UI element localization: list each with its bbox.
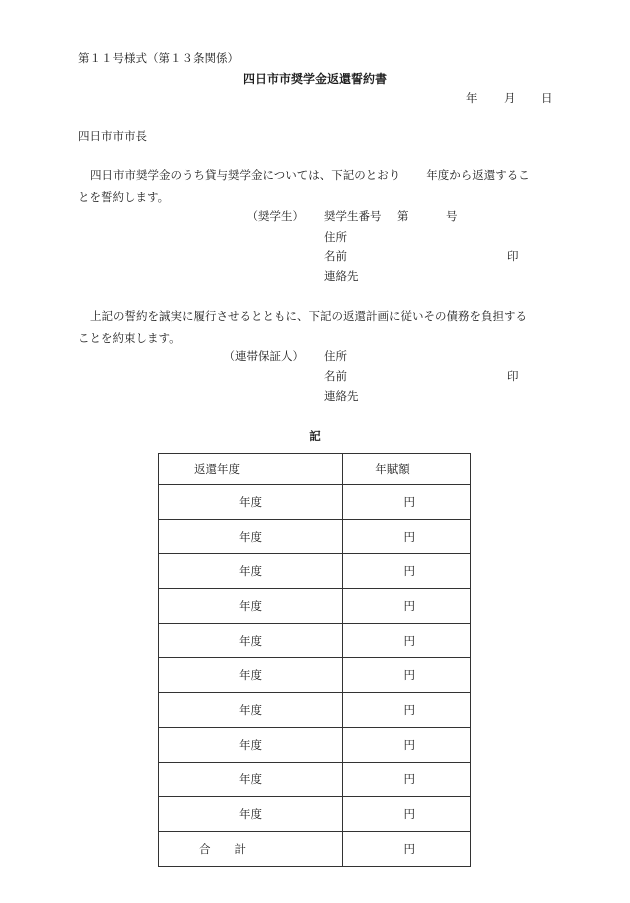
guarantor-pledge-line2: ことを約束します。 [78,331,181,345]
student-address-label: 住所 [324,230,347,244]
guarantor-name-label: 名前 [324,369,347,383]
total-label-char1: 合 [199,841,211,856]
amount-cell: 円 [343,727,471,762]
header-annual-amount: 年賦額 [343,454,471,485]
year-cell: 年度 [159,589,343,624]
amount-cell: 円 [343,485,471,520]
table-row [159,727,471,762]
table-row [159,519,471,554]
year-cell: 年度 [159,485,343,520]
table-row [159,623,471,658]
date-year-label: 年 [466,91,478,105]
amount-cell: 円 [343,623,471,658]
form-number: 第１１号様式（第１３条関係） [78,51,239,65]
table-row [159,554,471,589]
note-heading: 記 [309,429,321,443]
document-title: 四日市市奨学金返還誓約書 [242,72,387,86]
table-header-row [159,454,471,485]
year-cell: 年度 [159,554,343,589]
date-day-label: 日 [541,91,553,105]
guarantor-address-label: 住所 [324,349,347,363]
pledge-text-before: 四日市市奨学金のうち貸与奨学金については、下記のとおり [90,168,401,182]
student-role-label: （奨学生） [246,209,304,223]
amount-cell: 円 [343,762,471,797]
pledge-paragraph-guarantor [78,305,552,349]
year-cell: 年度 [159,658,343,693]
table-row [159,797,471,832]
guarantor-role-label: （連帯保証人） [223,349,304,363]
repayment-plan-table [158,453,471,867]
year-cell: 年度 [159,727,343,762]
guarantor-contact-label: 連絡先 [324,389,359,403]
table-row [159,693,471,728]
total-label-char2: 計 [234,841,246,856]
amount-cell: 円 [343,797,471,832]
guarantor-pledge-line1: 上記の誓約を誠実に履行させるとともに、下記の返還計画に従いその債務を負担する [90,309,527,323]
amount-cell: 円 [343,693,471,728]
total-amount-cell: 円 [343,831,471,866]
amount-cell: 円 [343,658,471,693]
student-name-label: 名前 [324,249,347,263]
student-number-suffix: 号 [446,209,458,223]
pledge-text-after: 年度から返還するこ [426,168,530,182]
student-number-label: 奨学生番号 [324,209,382,223]
amount-cell: 円 [343,554,471,589]
year-cell: 年度 [159,519,343,554]
table-row [159,485,471,520]
amount-cell: 円 [343,589,471,624]
year-cell: 年度 [159,797,343,832]
student-number-prefix: 第 [397,209,409,223]
addressee: 四日市市市長 [78,129,147,143]
year-cell: 年度 [159,762,343,797]
table-row [159,762,471,797]
table-total-row [159,831,471,866]
year-cell: 年度 [159,693,343,728]
header-repayment-year: 返還年度 [159,454,343,485]
year-cell: 年度 [159,623,343,658]
pledge-paragraph-student [78,164,552,208]
total-label [159,831,343,866]
student-contact-label: 連絡先 [324,269,359,283]
table-row [159,658,471,693]
date-month-label: 月 [504,91,516,105]
amount-cell: 円 [343,519,471,554]
pledge-text-line2: とを誓約します。 [78,190,170,204]
student-seal-mark: 印 [507,249,519,263]
table-row [159,589,471,624]
guarantor-seal-mark: 印 [507,369,519,383]
